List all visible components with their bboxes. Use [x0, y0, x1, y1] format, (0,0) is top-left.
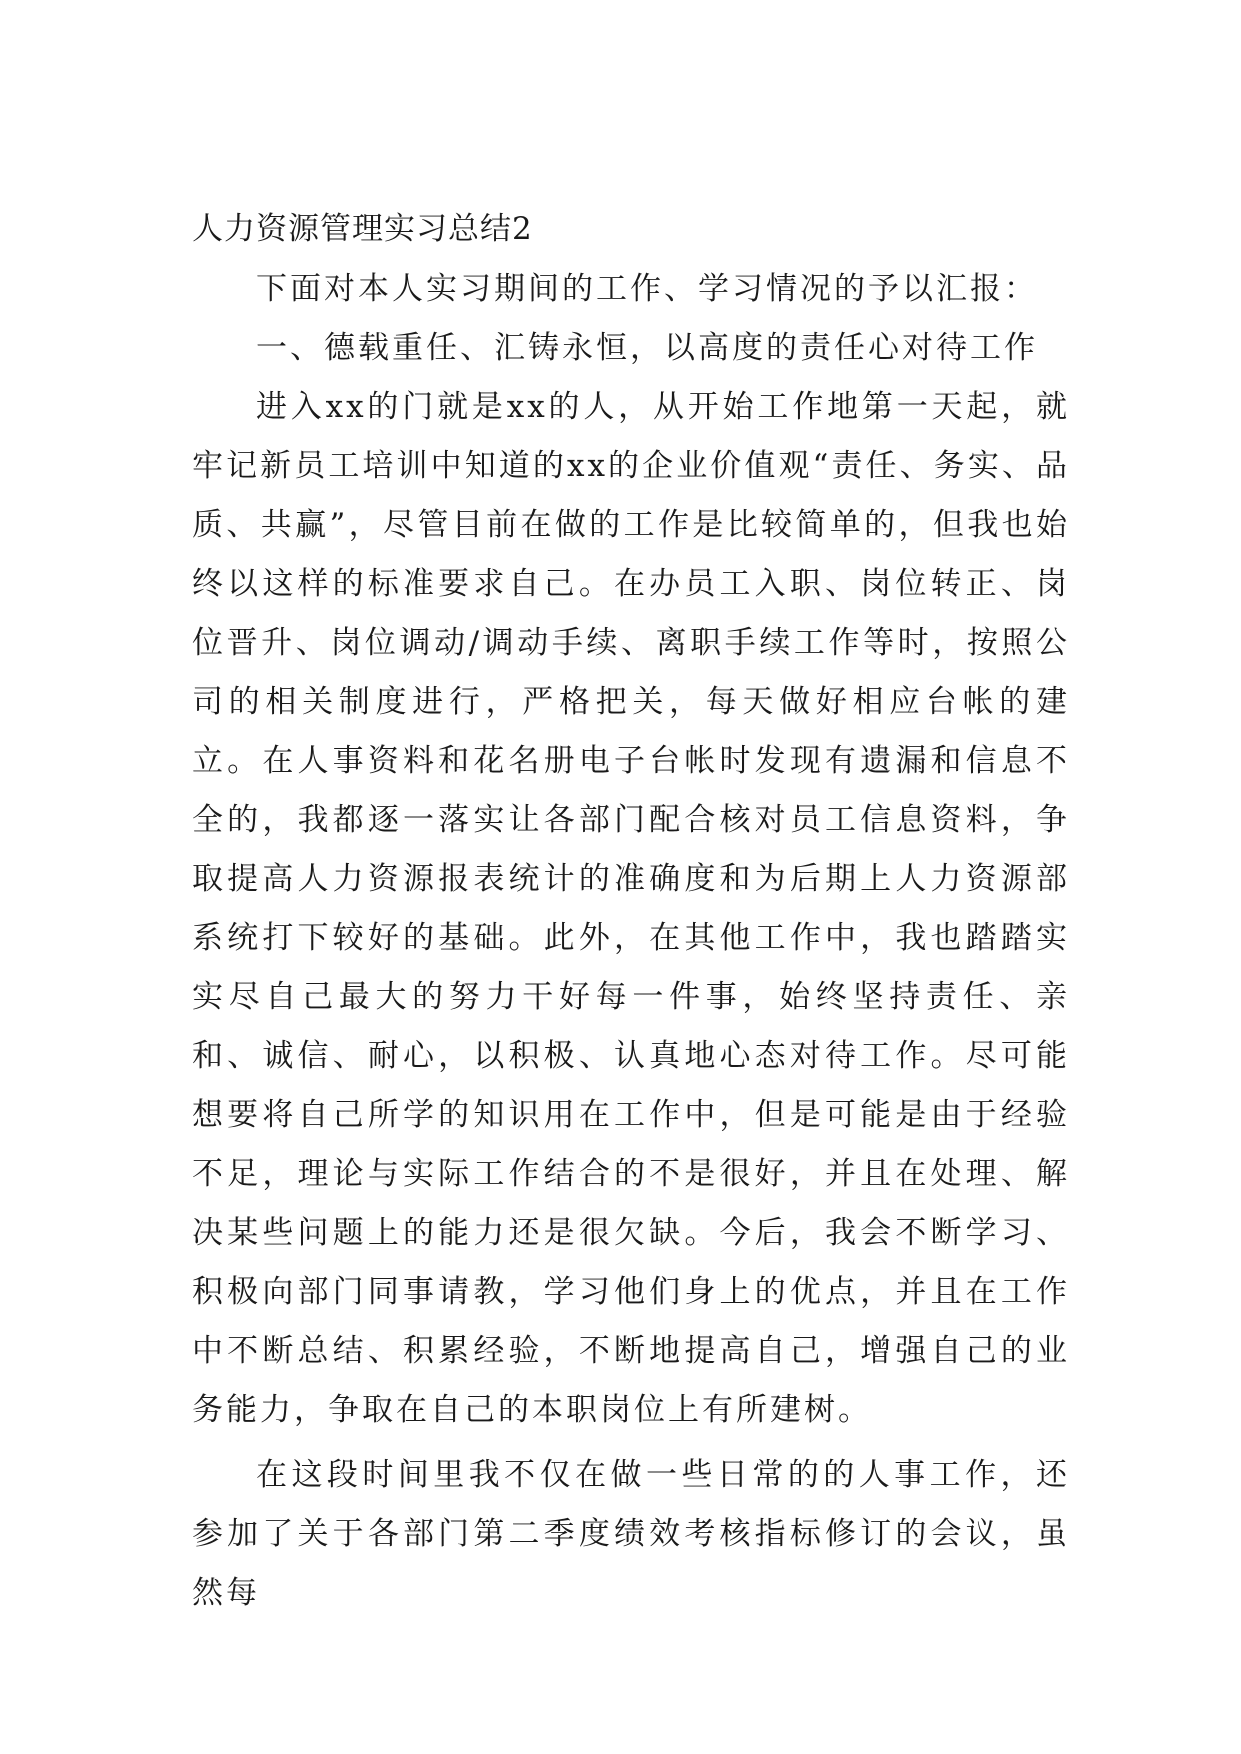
body-paragraph: 进入xx的门就是xx的人，从开始工作地第一天起，就牢记新员工培训中知道的xx的企业价值观“责任、务实、品质、共赢”，尽管目前在做的工作是比较简单的，但我也始终以这样的标准要求自己。在办员工入职、岗位转正、岗位晋升、岗位调动/调动手续、离职手续工作等时，按照公司的相关制度进行，严格把关，每天做好相应台帐的建立。在人事资料和花名册电子台帐时发现有遗漏和信息不全的，我都逐一落实让各部门配合核对员工信息资料，争取提高人力资源报表统计的准确度和为后期上人力资源部系统打下较好的基础。此外，在其他工作中，我也踏踏实实尽自己最大的努力干好每一件事，始终坚持责任、亲和、诚信、耐心，以积极、认真地心态对待工作。尽可能想要将自己所学的知识用在工作中，但是可能是由于经验不足，理论与实际工作结合的不是很好，并且在处理、解决某些问题上的能力还是很欠缺。今后，我会不断学习、积极向部门同事请教，学习他们身上的优点，并且在工作中不断总结、积累经验，不断地提高自己，增强自己的业务能力，争取在自己的本职岗位上有所建树。 [192, 389, 1070, 1428]
body-paragraph: 在这段时间里我不仅在做一些日常的的人事工作，还参加了关于各部门第二季度绩效考核指标修订的会议，虽然每 [192, 1457, 1070, 1611]
document-title: 人力资源管理实习总结2 [192, 211, 533, 247]
section-heading: 一、德载重任、汇铸永恒，以高度的责任心对待工作 [256, 330, 1038, 366]
intro-paragraph: 下面对本人实习期间的工作、学习情况的予以汇报： [256, 271, 1038, 307]
document-body [192, 200, 1070, 1623]
